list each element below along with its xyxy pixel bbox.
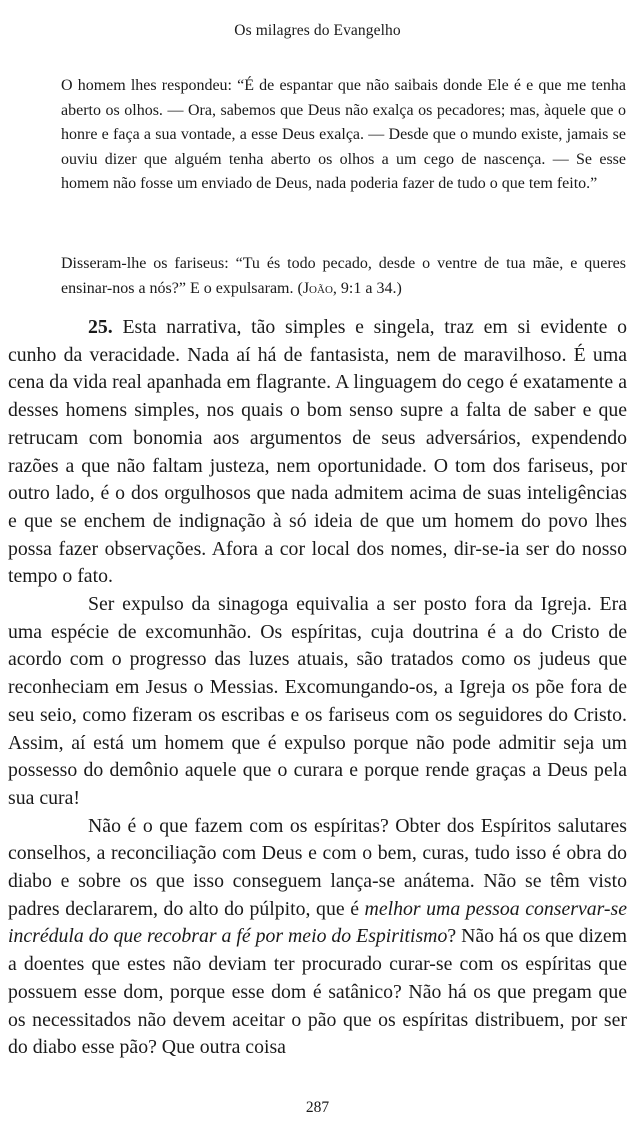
paragraph-3 xyxy=(8,813,627,1062)
paragraph-1 xyxy=(8,314,627,591)
bible-reference-book: João xyxy=(302,279,333,297)
running-header: Os milagres do Evangelho xyxy=(234,22,401,39)
paragraph-1-text: Esta narrativa, tão simples e singela, traz em si evidente o cunho da veracidade. Nada aí há de fantasista, nem de maravilhoso. É uma cena da vida real apanhada em flagrante. A linguagem do cego é exatamente a desses homens simples, nos quais o bom senso supre a falta de saber e que retrucam com bonomia aos argumentos de seus adversários, expendendo razões a que não faltam justeza, nem oportunidade. O tom dos fariseus, por outro lado, é o dos orgulhosos que nada admitem acima de suas inteligências e que se enchem de indignação à só ideia de que um homem do povo lhes possa fazer observações. Afora a cor local dos nomes, dir-se-ia ser do nosso tempo o fato. xyxy=(8,316,627,588)
paragraph-2: Ser expulso da sinagoga equivalia a ser posto fora da Igreja. Era uma espécie de excomunhão. Os espíritas, cuja doutrina é a do Cristo de acordo com o progresso das luzes atuais, são tratados como os judeus que reconheciam em Jesus o Messias. Excomungando-os, a Igreja os põe fora de seu seio, como fizeram os escribas e os fariseus com os seguidores do Cristo. Assim, aí está um homem que é expulso porque não pode admitir seja um possesso do demônio aquele que o curara e porque rende graças a Deus pela sua cura! xyxy=(8,593,627,809)
paragraph-3-text-a: Não é o que fazem com os espíritas? Obter dos Espíritos salutares conselhos, a reconciliação com Deus e com o bem, curas, tudo isso é obra do diabo e sobre os que isso conseguem lança-se anátema. Não se têm visto padres declararem, do alto do púlpito, que é xyxy=(8,814,627,920)
scripture-quote-1: O homem lhes respondeu: “É de espantar que não saibais donde Ele é e que me tenha aberto os olhos. — Ora, sabemos que Deus não exalça os pecadores; mas, àquele que o honre e faça a sua vontade, a esse Deus exalça. — Desde que o mundo existe, jamais se ouviu dizer que alguém tenha aberto os olhos a um cego de nascença. — Se esse homem não fosse um enviado de Deus, nada poderia fazer de tudo o que tem feito.” xyxy=(61,77,626,193)
paragraph-3-text-b: ? Não há os que dizem a doentes que estes não deviam ter procurado curar-se com os espíritas que possuem esse dom, porque esse dom é satânico? Não há os que pregam que os necessitados não devem aceitar o pão que os espíritas distribuem, por ser do diabo esse pão? Que outra coisa xyxy=(8,925,627,1059)
page-number: 287 xyxy=(305,1099,330,1116)
scripture-quote-2 xyxy=(61,252,626,301)
emphasized-quote: melhor uma pessoa conservar-se incrédula do que recobrar a fé por meio do Espiritismo xyxy=(8,897,627,948)
bible-reference-verses: , 9:1 a 34.) xyxy=(332,279,402,297)
section-number: 25. xyxy=(88,316,113,338)
quote-2-text: Disseram-lhe os fariseus: “Tu és todo pecado, desde o ventre de tua mãe, e queres ensinar-nos a nós?” E o expulsaram. ( xyxy=(61,255,626,297)
main-text xyxy=(8,314,627,1062)
